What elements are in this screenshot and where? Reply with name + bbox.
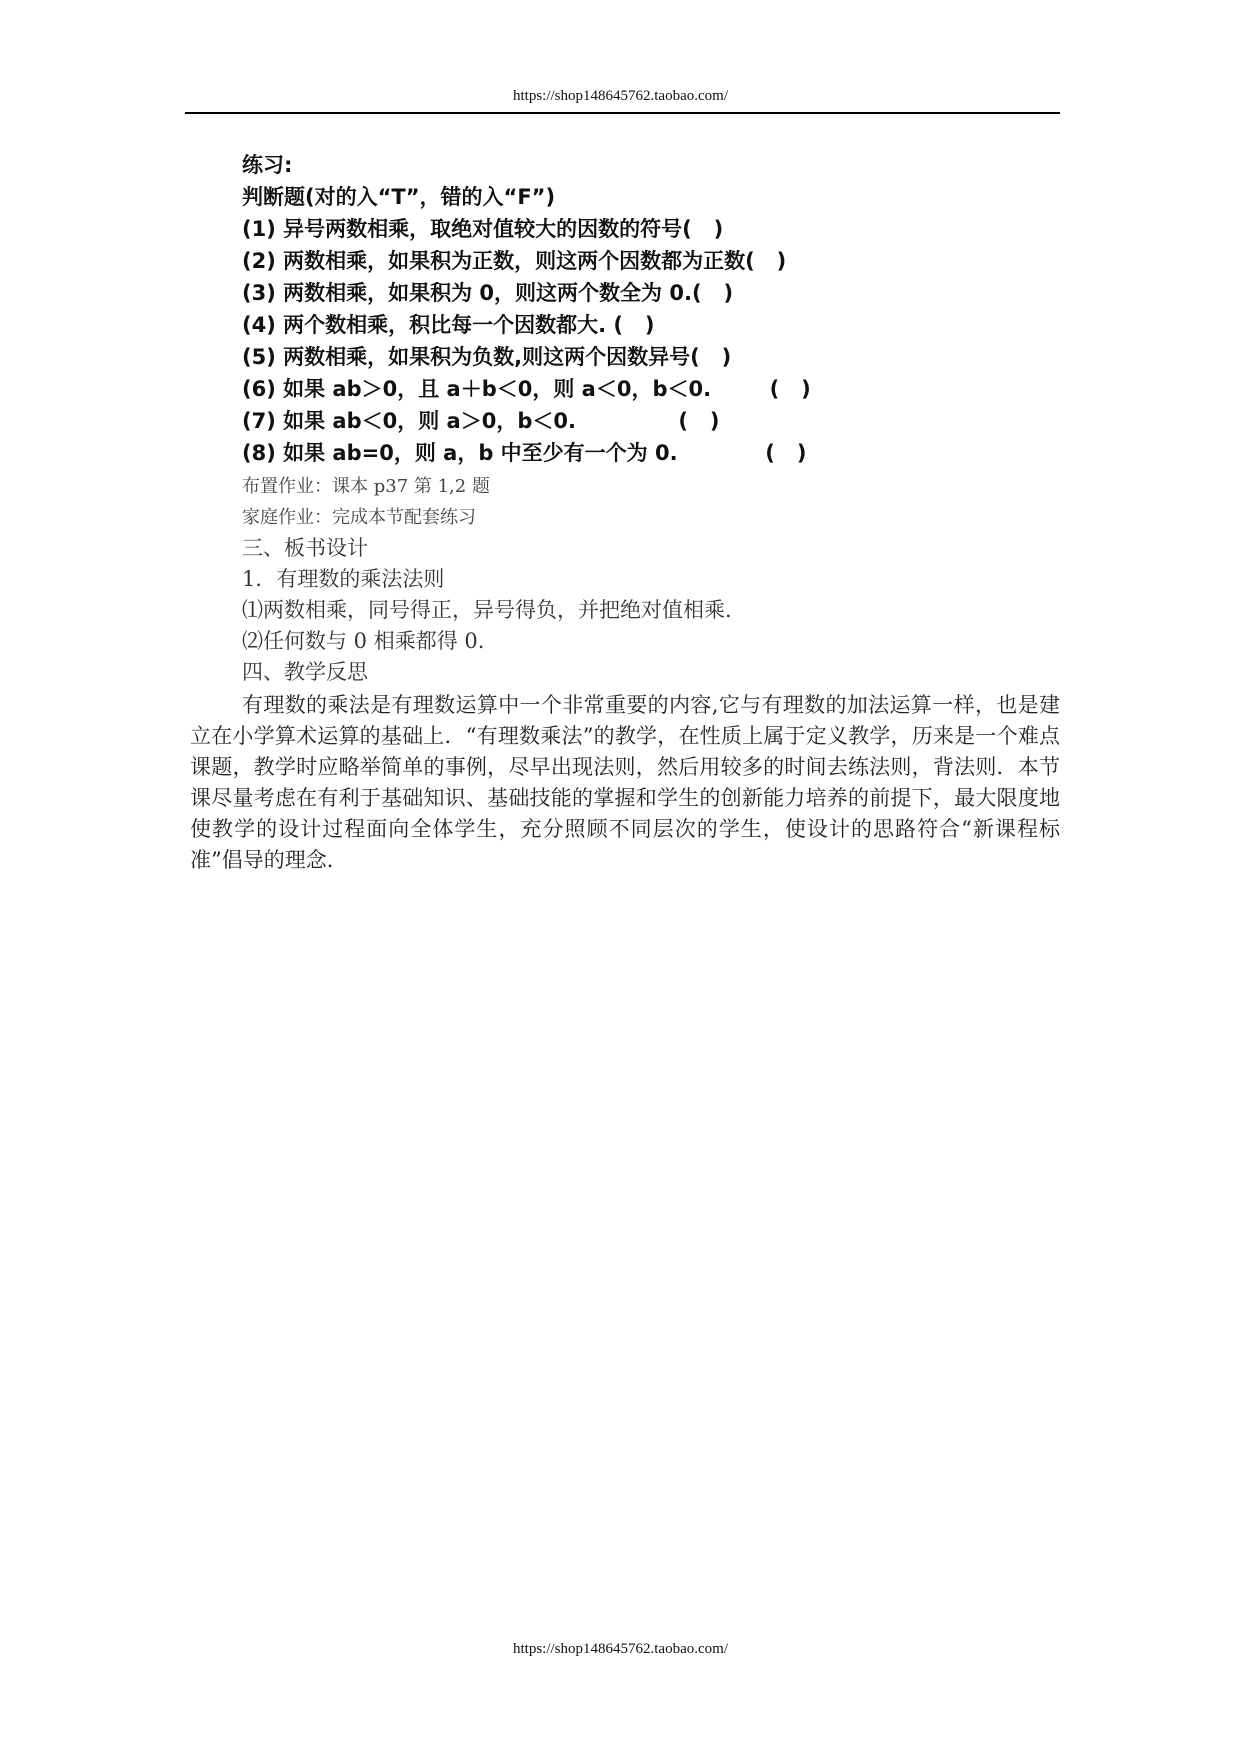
exercise-item-7: (7) 如果 ab＜0，则 a＞0，b＜0. ( ) <box>242 409 720 433</box>
exercise-instruction: 判断题(对的入“T”，错的入“F”) <box>242 185 556 209</box>
board-rule-1: ⑴两数相乘，同号得正，异号得负，并把绝对值相乘. <box>242 598 732 622</box>
board-heading: 三、板书设计 <box>242 536 368 560</box>
board-subheading: 1．有理数的乘法法则 <box>242 567 445 591</box>
homework-home: 家庭作业：完成本节配套练习 <box>242 507 476 528</box>
exercise-item-6: (6) 如果 ab＞0，且 a＋b＜0，则 a＜0，b＜0. ( ) <box>242 377 811 401</box>
reflection-paragraph: 有理数的乘法是有理数运算中一个非常重要的内容,它与有理数的加法运算一样，也是建立在小学算术运算的基础上．“有理数乘法”的教学，在性质上属于定义教学，历来是一个难点课题，教学时应略举简单的事例，尽早出现法则，然后用较多的时间去练法则，背法则．本节课尽量考虑在有利于基础知识、基础技能的掌握和学生的创新能力培养的前提下，最大限度地使教学的设计过程面向全体学生，充分照顾不同层次的学生，使设计的思路符合“新课程标准”倡导的理念. <box>190 693 1060 872</box>
exercise-item-3: (3) 两数相乘，如果积为 0，则这两个数全为 0.( ) <box>242 281 734 305</box>
exercise-item-8: (8) 如果 ab=0，则 a，b 中至少有一个为 0. ( ) <box>242 441 807 465</box>
homework-class: 布置作业：课本 p37 第 1,2 题 <box>242 476 490 497</box>
exercise-item-5: (5) 两数相乘，如果积为负数,则这两个因数异号( ) <box>242 345 732 369</box>
header-url: https://shop148645762.taobao.com/ <box>513 88 728 104</box>
exercise-item-2: (2) 两数相乘，如果积为正数，则这两个因数都为正数( ) <box>242 249 787 273</box>
reflection-heading: 四、教学反思 <box>242 660 368 684</box>
footer-url: https://shop148645762.taobao.com/ <box>513 1641 728 1657</box>
board-rule-2: ⑵任何数与 0 相乘都得 0. <box>242 629 485 653</box>
exercise-item-1: (1) 异号两数相乘，取绝对值较大的因数的符号( ) <box>242 217 724 241</box>
exercise-item-4: (4) 两个数相乘，积比每一个因数都大. ( ) <box>242 313 655 337</box>
exercise-title: 练习: <box>242 153 293 177</box>
header-divider <box>185 112 1060 114</box>
